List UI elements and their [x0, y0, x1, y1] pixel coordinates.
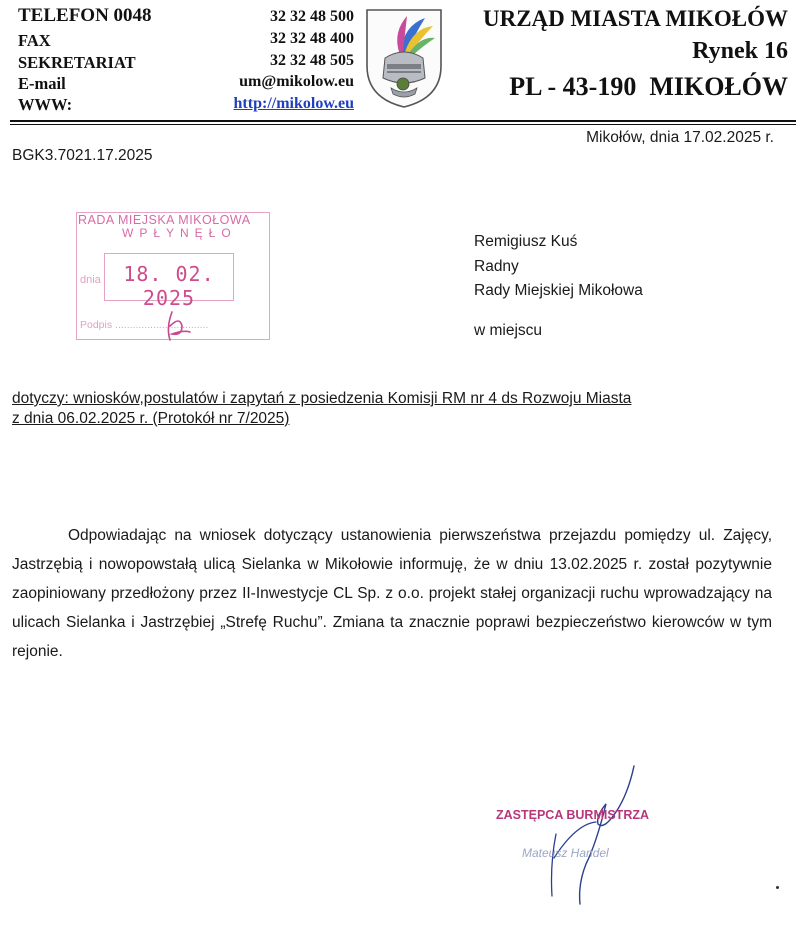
handwritten-signature — [536, 764, 646, 915]
coat-of-arms-icon — [363, 6, 445, 110]
signature-scribble-icon — [536, 764, 646, 910]
subject-line-1: dotyczy: wniosków,postulatów i zapytań z posiedzenia Komisji RM nr 4 ds Rozwoju Miasta — [12, 390, 632, 407]
recipient-role: Radny — [474, 258, 519, 275]
subject — [12, 389, 772, 429]
place-and-date: Mikołów, dnia 17.02.2025 r. — [586, 129, 774, 146]
letterhead-rule — [10, 120, 796, 122]
subject-line-2: z dnia 06.02.2025 r. (Protokół nr 7/2025) — [12, 410, 290, 427]
secretariat-label: SEKRETARIAT — [18, 53, 136, 72]
signature-name: Mateusz Handel — [522, 846, 609, 860]
email-label: E-mail — [18, 74, 66, 93]
phone-label: TELEFON 0048 — [18, 5, 152, 26]
fax-number: 32 32 48 400 — [270, 30, 354, 47]
stamp-subtitle: WPŁYNĘŁO — [122, 226, 237, 240]
letter-body: Odpowiadając na wniosek dotyczący ustanowienia pierwszeństwa przejazdu pomiędzy ul. Zajęcy, Jastrzębią i nowopowstałą ulicą Sielanka w Mikołowie informuję, że w dniu 13.02.2025 r. został pozytywnie zaopiniowany przedłożony przez II-Inwestycje CL Sp. z o.o. projekt stałej organizacji ruchu wprowadzający na ulicach Sielanka i Jastrzębiej „Strefę Ruchu”. Zmiana ta znacznie poprawi bezpieczeństwo kierowców w tym rejonie. — [12, 527, 772, 660]
recipient-location: w miejscu — [474, 322, 543, 339]
email-address[interactable]: um@mikolow.eu — [239, 73, 354, 90]
stamp-date: 18. 02. 2025 — [123, 262, 215, 310]
coat-of-arms — [363, 6, 445, 110]
letterhead-rule-thin — [10, 124, 796, 125]
fax-label: FAX — [18, 31, 51, 50]
phone-number: 32 32 48 500 — [270, 8, 354, 25]
recipient-name: Remigiusz Kuś — [474, 233, 578, 250]
office-city: PL - 43-190 MIKOŁÓW — [509, 72, 788, 101]
stamp-initials-scribble-icon — [160, 308, 194, 344]
recipient-council: Rady Miejskiej Mikołowa — [474, 282, 643, 299]
page-dot — [776, 886, 779, 889]
stamp-initials — [160, 308, 194, 349]
signature-title: ZASTĘPCA BURMISTRZA — [496, 808, 650, 822]
stamp-title: RADA MIEJSKA MIKOŁOWA — [78, 213, 251, 227]
reference-number: BGK3.7021.17.2025 — [12, 147, 153, 164]
website-link[interactable]: http://mikolow.eu — [233, 95, 354, 112]
secretariat-number: 32 32 48 505 — [270, 52, 354, 69]
office-name: URZĄD MIASTA MIKOŁÓW — [483, 6, 788, 31]
office-street: Rynek 16 — [692, 38, 788, 64]
stamp-date-label: dnia — [80, 274, 101, 286]
www-label: WWW: — [18, 95, 73, 114]
stamp-signature-label: Podpis ................................ — [80, 319, 209, 331]
